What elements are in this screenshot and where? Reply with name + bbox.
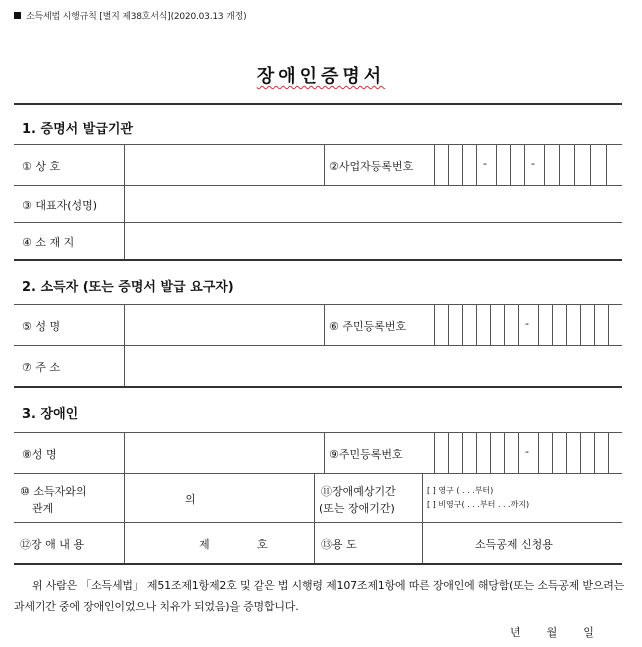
dash: -	[531, 157, 535, 170]
page-title	[0, 62, 642, 88]
business-name-field[interactable]	[124, 145, 324, 185]
disability-value-suffix: 호	[257, 538, 268, 551]
rrn-digit[interactable]	[566, 305, 580, 345]
date-year[interactable]: 년	[510, 626, 521, 639]
usage-value-cell	[422, 523, 622, 563]
section1-heading: 1. 증명서 발급기관	[22, 122, 133, 137]
income-name-field[interactable]	[124, 305, 324, 345]
rrn-digit[interactable]	[504, 433, 518, 473]
reg-digit-1[interactable]	[434, 145, 448, 185]
disability-value-prefix: 제	[199, 538, 210, 551]
business-reg-label: ②사업자등록번호	[329, 160, 414, 173]
rrn-dash-cell	[518, 305, 538, 345]
dash: -	[525, 317, 529, 330]
reg-digit-10[interactable]	[606, 145, 622, 185]
period-permanent-option[interactable]: [ ] 영구 ( . . .부터)	[427, 486, 494, 495]
business-name-row	[14, 145, 622, 186]
disabled-name-field[interactable]	[124, 433, 324, 473]
income-name-label: ⑤ 성 명	[22, 320, 61, 333]
rrn-dash-cell	[518, 433, 538, 473]
period-label-2: (또는 장애기간)	[319, 502, 395, 515]
rrn-digit[interactable]	[462, 433, 476, 473]
disabled-name-row	[14, 433, 622, 474]
reg-digit-5[interactable]	[510, 145, 524, 185]
rrn-digit[interactable]	[552, 433, 566, 473]
top-rule	[14, 103, 622, 105]
business-reg-label-cell	[324, 145, 434, 185]
disabled-resident-label-cell	[324, 433, 434, 473]
period-temporary-option[interactable]: [ ] 비영구( . . .부터 . . .까지)	[427, 500, 530, 509]
rrn-digit[interactable]	[448, 433, 462, 473]
address1-row	[14, 223, 622, 261]
disabled-name-label: ⑧성 명	[22, 448, 57, 461]
representative-label: ③ 대표자(성명)	[22, 199, 98, 212]
address2-row	[14, 346, 622, 388]
period-options-cell	[422, 474, 622, 522]
relation-label-1: ⑩ 소득자와의	[20, 485, 87, 498]
dash: -	[525, 445, 529, 458]
relation-field[interactable]	[124, 474, 324, 522]
address1-field[interactable]	[124, 223, 622, 259]
rrn-digit[interactable]	[594, 305, 608, 345]
reg-digit-9[interactable]	[590, 145, 606, 185]
disability-label: ⑫장 애 내 용	[20, 538, 84, 551]
rrn-digit[interactable]	[448, 305, 462, 345]
rrn-digit[interactable]	[608, 433, 622, 473]
usage-label: ⑬용 도	[321, 538, 357, 551]
relation-row	[14, 474, 622, 523]
rrn-digit[interactable]	[566, 433, 580, 473]
title-text: 장애인증명서	[256, 66, 386, 87]
rrn-digit[interactable]	[608, 305, 622, 345]
issue-date	[510, 624, 620, 640]
disability-row	[14, 523, 622, 565]
reg-digit-4[interactable]	[496, 145, 510, 185]
rrn-digit[interactable]	[594, 433, 608, 473]
rrn-digit[interactable]	[580, 433, 594, 473]
date-month[interactable]: 월	[546, 626, 558, 639]
reg-digit-6[interactable]	[544, 145, 559, 185]
representative-field[interactable]	[124, 186, 622, 222]
period-label-cell	[314, 474, 422, 522]
section2-heading: 2. 소득자 (또는 증명서 발급 요구자)	[22, 280, 234, 295]
relation-label-2: 관계	[32, 502, 54, 515]
rrn-digit[interactable]	[434, 433, 448, 473]
reg-digit-8[interactable]	[574, 145, 590, 185]
rrn-digit[interactable]	[538, 433, 552, 473]
income-resident-label: ⑥ 주민등록번호	[329, 320, 407, 333]
form-header-text: 소득세법 시행규칙 [별지 제38호서식](2020.03.13 개정)	[26, 12, 247, 22]
disabled-resident-label: ⑨주민등록번호	[329, 448, 403, 461]
reg-digit-7[interactable]	[559, 145, 574, 185]
address1-label: ④ 소 재 지	[22, 236, 75, 249]
rrn-digit[interactable]	[462, 305, 476, 345]
rrn-digit[interactable]	[434, 305, 448, 345]
income-resident-label-cell	[324, 305, 434, 345]
rrn-digit[interactable]	[504, 305, 518, 345]
address2-label: ⑦ 주 소	[22, 361, 61, 374]
rrn-digit[interactable]	[476, 305, 490, 345]
period-label-1: ⑪장애예상기간	[321, 485, 396, 498]
certification-statement: 위 사람은 「소득세법」 제51조제1항제2호 및 같은 법 시행령 제107조제1항에 따른 장애인에 해당함(또는 소득공제 받으려는 과세기간 중에 장애인이었으나 치유가 되었음)을 증명합니다.	[14, 579, 625, 613]
reg-digit-2[interactable]	[448, 145, 462, 185]
rrn-digit[interactable]	[490, 305, 504, 345]
usage-value: 소득공제 신청용	[475, 538, 553, 551]
rrn-digit[interactable]	[538, 305, 552, 345]
reg-dash-cell-2	[524, 145, 544, 185]
rrn-digit[interactable]	[552, 305, 566, 345]
date-day[interactable]: 일	[583, 626, 594, 639]
reg-digit-3[interactable]	[462, 145, 476, 185]
disability-field[interactable]	[124, 523, 324, 563]
rrn-digit[interactable]	[490, 433, 504, 473]
usage-label-cell	[314, 523, 422, 563]
dash: -	[483, 157, 487, 170]
income-name-row	[14, 305, 622, 346]
representative-row	[14, 186, 622, 223]
rrn-digit[interactable]	[580, 305, 594, 345]
address2-field[interactable]	[124, 346, 622, 386]
section3-heading: 3. 장애인	[22, 407, 79, 422]
rrn-digit[interactable]	[476, 433, 490, 473]
form-header	[14, 9, 246, 22]
business-name-label: ① 상 호	[22, 160, 61, 173]
reg-dash-cell-1	[476, 145, 496, 185]
square-bullet-icon	[14, 12, 21, 19]
relation-value: 의	[185, 493, 196, 506]
